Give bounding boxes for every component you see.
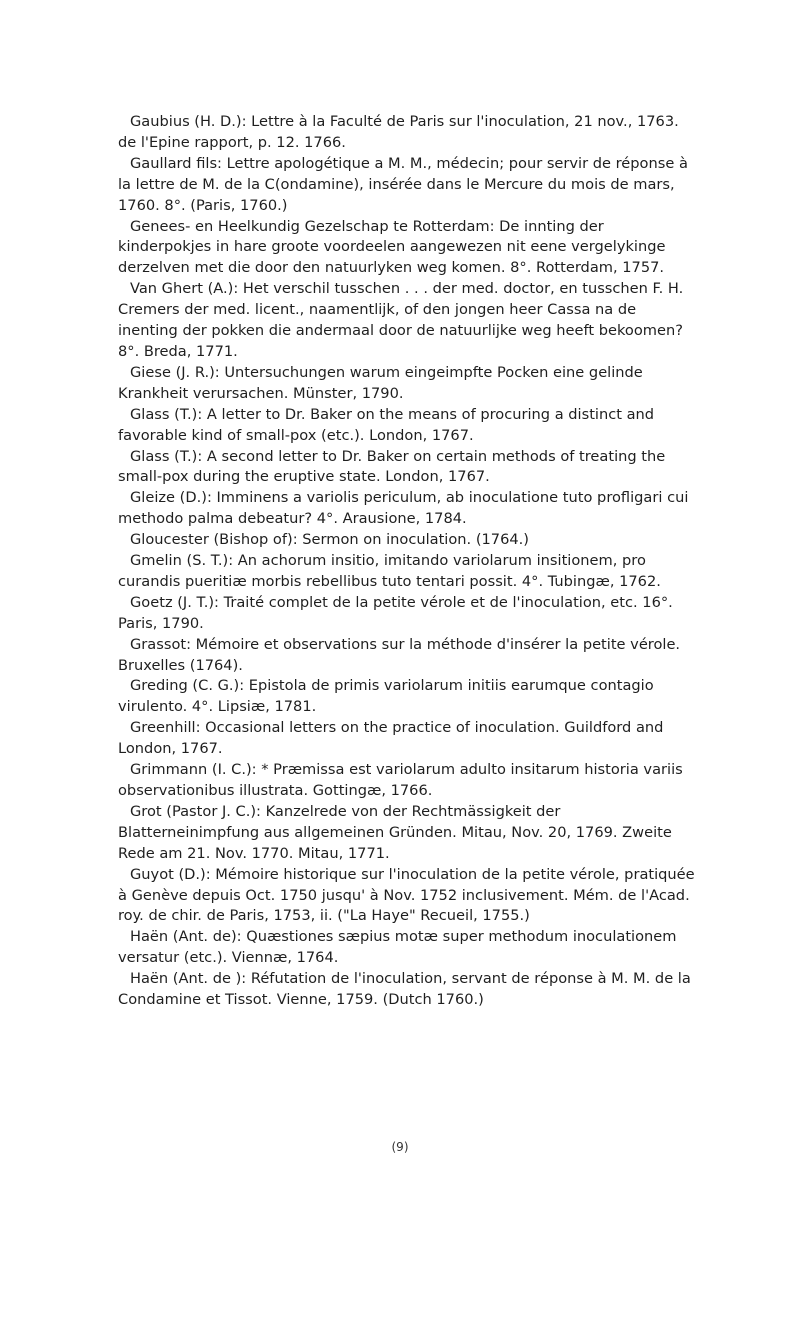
bibliography-entry: Giese (J. R.): Untersuchungen warum eingeimpfte Pocken eine gelinde Krankheit verursachen. Münster, 1790. [118,363,643,402]
bibliography-entry: Goetz (J. T.): Traité complet de la petite vérole et de l'inoculation, etc. 16°. Paris, 1790. [118,593,673,632]
bibliography-page [118,112,700,1011]
page-number: (9) [391,1140,409,1154]
bibliography-entry: Glass (T.): A second letter to Dr. Baker on certain methods of treating the small-pox during the eruptive state. London, 1767. [118,447,666,486]
bibliography-entry: Gmelin (S. T.): An achorum insitio, imitando variolarum insitionem, pro curandis pueritiæ morbis rebellibus tuto tentari possit. 4°. Tubingæ, 1762. [118,552,661,590]
bibliography-entry: Grot (Pastor J. C.): Kanzelrede von der Rechtmässigkeit der Blatterneinimpfung aus allgemeinen Gründen. Mitau, Nov. 20, 1769. Zweite Rede am 21. Nov. 1770. Mitau, 1771. [118,802,672,862]
bibliography-entry: Greding (C. G.): Epistola de primis variolarum initiis earumque contagio virulento. 4°. Lipsiæ, 1781. [118,677,654,716]
bibliography-entry: Gaullard fils: Lettre apologétique a M. M., médecin; pour servir de réponse à la lettre de M. de la C(ondamine), insérée dans le Mercure du mois de mars, 1760. 8°. (Paris, 1760.) [118,154,688,214]
bibliography-entry: Grassot: Mémoire et observations sur la méthode d'insérer la petite vérole. Bruxelles (1764). [118,635,681,674]
bibliography-entry: Gleize (D.): Imminens a variolis periculum, ab inoculatione tuto profligari cui methodo palma debeatur? 4°. Arausione, 1784. [118,489,689,528]
bibliography-entry: Gloucester (Bishop of): Sermon on inoculation. (1764.) [130,531,529,549]
bibliography-entry: Haën (Ant. de): Quæstiones sæpius motæ super methodum inoculationem versatur (etc.). Viennæ, 1764. [118,928,677,967]
bibliography-entry: Grimmann (I. C.): * Præmissa est variolarum adulto insitarum historia variis observationibus illustrata. Gottingæ, 1766. [118,761,683,799]
bibliography-entry: Haën (Ant. de ): Réfutation de l'inoculation, servant de réponse à M. M. de la Condamine et Tissot. Vienne, 1759. (Dutch 1760.) [118,970,691,1009]
bibliography-entry: Glass (T.): A letter to Dr. Baker on the means of procuring a distinct and favorable kind of small-pox (etc.). London, 1767. [118,405,655,444]
bibliography-entry: Guyot (D.): Mémoire historique sur l'inoculation de la petite vérole, pratiquée à Genève depuis Oct. 1750 jusqu' à Nov. 1752 inclusivement. Mém. de l'Acad. roy. de chir. de Paris, 1753, ii. ("La Haye" Recueil, 1755.) [118,865,695,925]
bibliography-entry: Genees- en Heelkundig Gezelschap te Rotterdam: De innting der kinderpokjes in hare groote voordeelen aangewezen nit eene vergelykinge derzelven met die door den natuurlyken weg komen. 8°. Rotterdam, 1757. [118,217,666,277]
bibliography-entry: Gaubius (H. D.): Lettre à la Faculté de Paris sur l'inoculation, 21 nov., 1763. de l'Epine rapport, p. 12. 1766. [118,113,679,151]
bibliography-entry: Greenhill: Occasional letters on the practice of inoculation. Guildford and London, 1767. [118,719,664,758]
bibliography-entry: Van Ghert (A.): Het verschil tusschen . . . der med. doctor, en tusschen F. H. Cremers der med. licent., naamentlijk, of den jongen heer Cassa na de inenting der pokken die andermaal door de natuurlijke weg heeft bekoomen? 8°. Breda, 1771. [118,280,684,360]
